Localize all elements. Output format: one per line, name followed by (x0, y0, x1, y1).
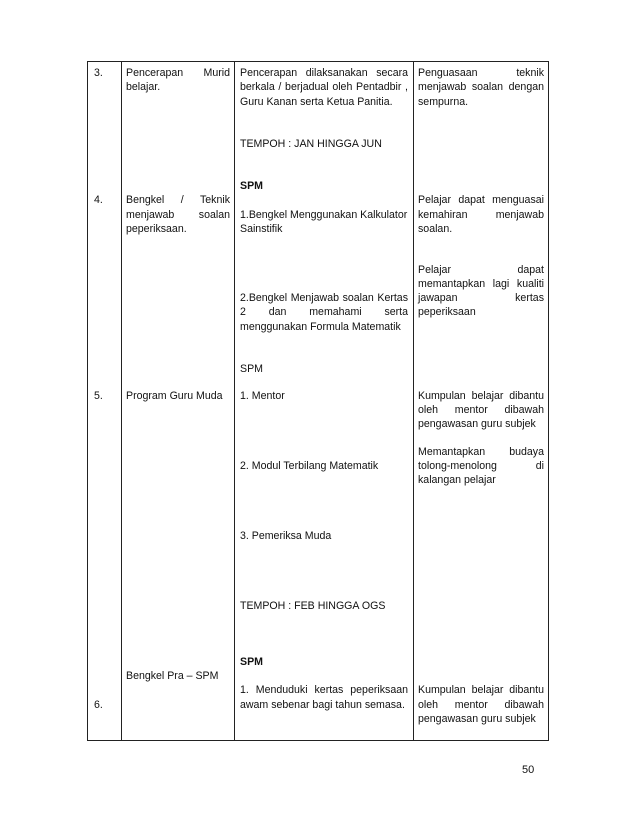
row-4-outcome-1-line: soalan. (418, 223, 453, 235)
row-5-outcome-1-line: Kumpulan belajar dibantu (418, 390, 544, 402)
row-6-program: Bengkel Pra – SPM (126, 670, 219, 682)
row-6-activity-line: 1. Menduduki kertas peperiksaan (240, 684, 408, 696)
row-4-outcome-2-line: jawapan kertas (418, 292, 544, 304)
row-4-activity-2-line: 2 dan memahami serta (240, 306, 408, 318)
row-3-activity-line: Guru Kanan serta Ketua Panitia. (240, 96, 393, 108)
column-divider (121, 62, 122, 740)
row-3-outcome-line: sempurna. (418, 96, 469, 108)
row-5-program: Program Guru Muda (126, 390, 223, 402)
row-3-program-line: Pencerapan Murid (126, 67, 230, 79)
row-4-outcome-2-line: Pelajar dapat (418, 264, 544, 276)
row-4-number: 4. (94, 194, 103, 206)
row-3-outcome-line: Penguasaan teknik (418, 67, 544, 79)
row-5-tempoh: TEMPOH : FEB HINGGA OGS (240, 600, 386, 612)
row-3-program-line: belajar. (126, 81, 161, 93)
row-4-program-line: Bengkel / Teknik (126, 194, 230, 206)
row-4-activity-2-line: menggunakan Formula Matematik (240, 321, 401, 333)
row-4-outcome-2-line: peperiksaan (418, 306, 476, 318)
row-5-outcome-2-line: tolong-menolong di (418, 460, 544, 472)
row-3-activity-line: berkala / berjadual oleh Pentadbir , (240, 81, 408, 93)
row-4-outcome-2-line: memantapkan lagi kualiti (418, 278, 544, 290)
row-3-tempoh: TEMPOH : JAN HINGGA JUN (240, 138, 382, 150)
row-4-outcome-1-line: Pelajar dapat menguasai (418, 194, 544, 206)
row-3-outcome-line: menjawab soalan dengan (418, 81, 544, 93)
row-5-activity-1: 1. Mentor (240, 390, 285, 402)
row-5-activity-3: 3. Pemeriksa Muda (240, 530, 332, 542)
row-5-outcome-1-line: pengawasan guru subjek (418, 418, 536, 430)
row-5-number: 5. (94, 390, 103, 402)
column-divider (413, 62, 414, 740)
row-4-activity-1-line: 1.Bengkel Menggunakan Kalkulator (240, 209, 408, 221)
row-3-number: 3. (94, 67, 103, 79)
row-4-program-line: peperiksaan. (126, 223, 187, 235)
row-6-outcome-line: oleh mentor dibawah (418, 699, 544, 711)
row-4-activity-1-line: Sainstifik (240, 223, 283, 235)
row-6-outcome-line: pengawasan guru subjek (418, 713, 536, 725)
column-divider (234, 62, 235, 740)
row-5-activity-2: 2. Modul Terbilang Matematik (240, 460, 379, 472)
row-4-spm-label: SPM (240, 363, 263, 375)
row-5-outcome-2-line: kalangan pelajar (418, 474, 496, 486)
row-5-spm-label: SPM (240, 656, 263, 668)
row-4-program-line: menjawab soalan (126, 209, 230, 221)
row-5-outcome-2-line: Memantapkan budaya (418, 446, 544, 458)
page-number: 50 (522, 764, 535, 776)
row-3-spm-label: SPM (240, 180, 263, 192)
row-6-number: 6. (94, 699, 103, 711)
row-3-activity-line: Pencerapan dilaksanakan secara (240, 67, 408, 79)
row-6-outcome-line: Kumpulan belajar dibantu (418, 684, 544, 696)
row-5-outcome-1-line: oleh mentor dibawah (418, 404, 544, 416)
row-6-activity-line: awam sebenar bagi tahun semasa. (240, 699, 405, 711)
row-4-outcome-1-line: kemahiran menjawab (418, 209, 544, 221)
row-4-activity-2-line: 2.Bengkel Menjawab soalan Kertas (240, 292, 408, 304)
